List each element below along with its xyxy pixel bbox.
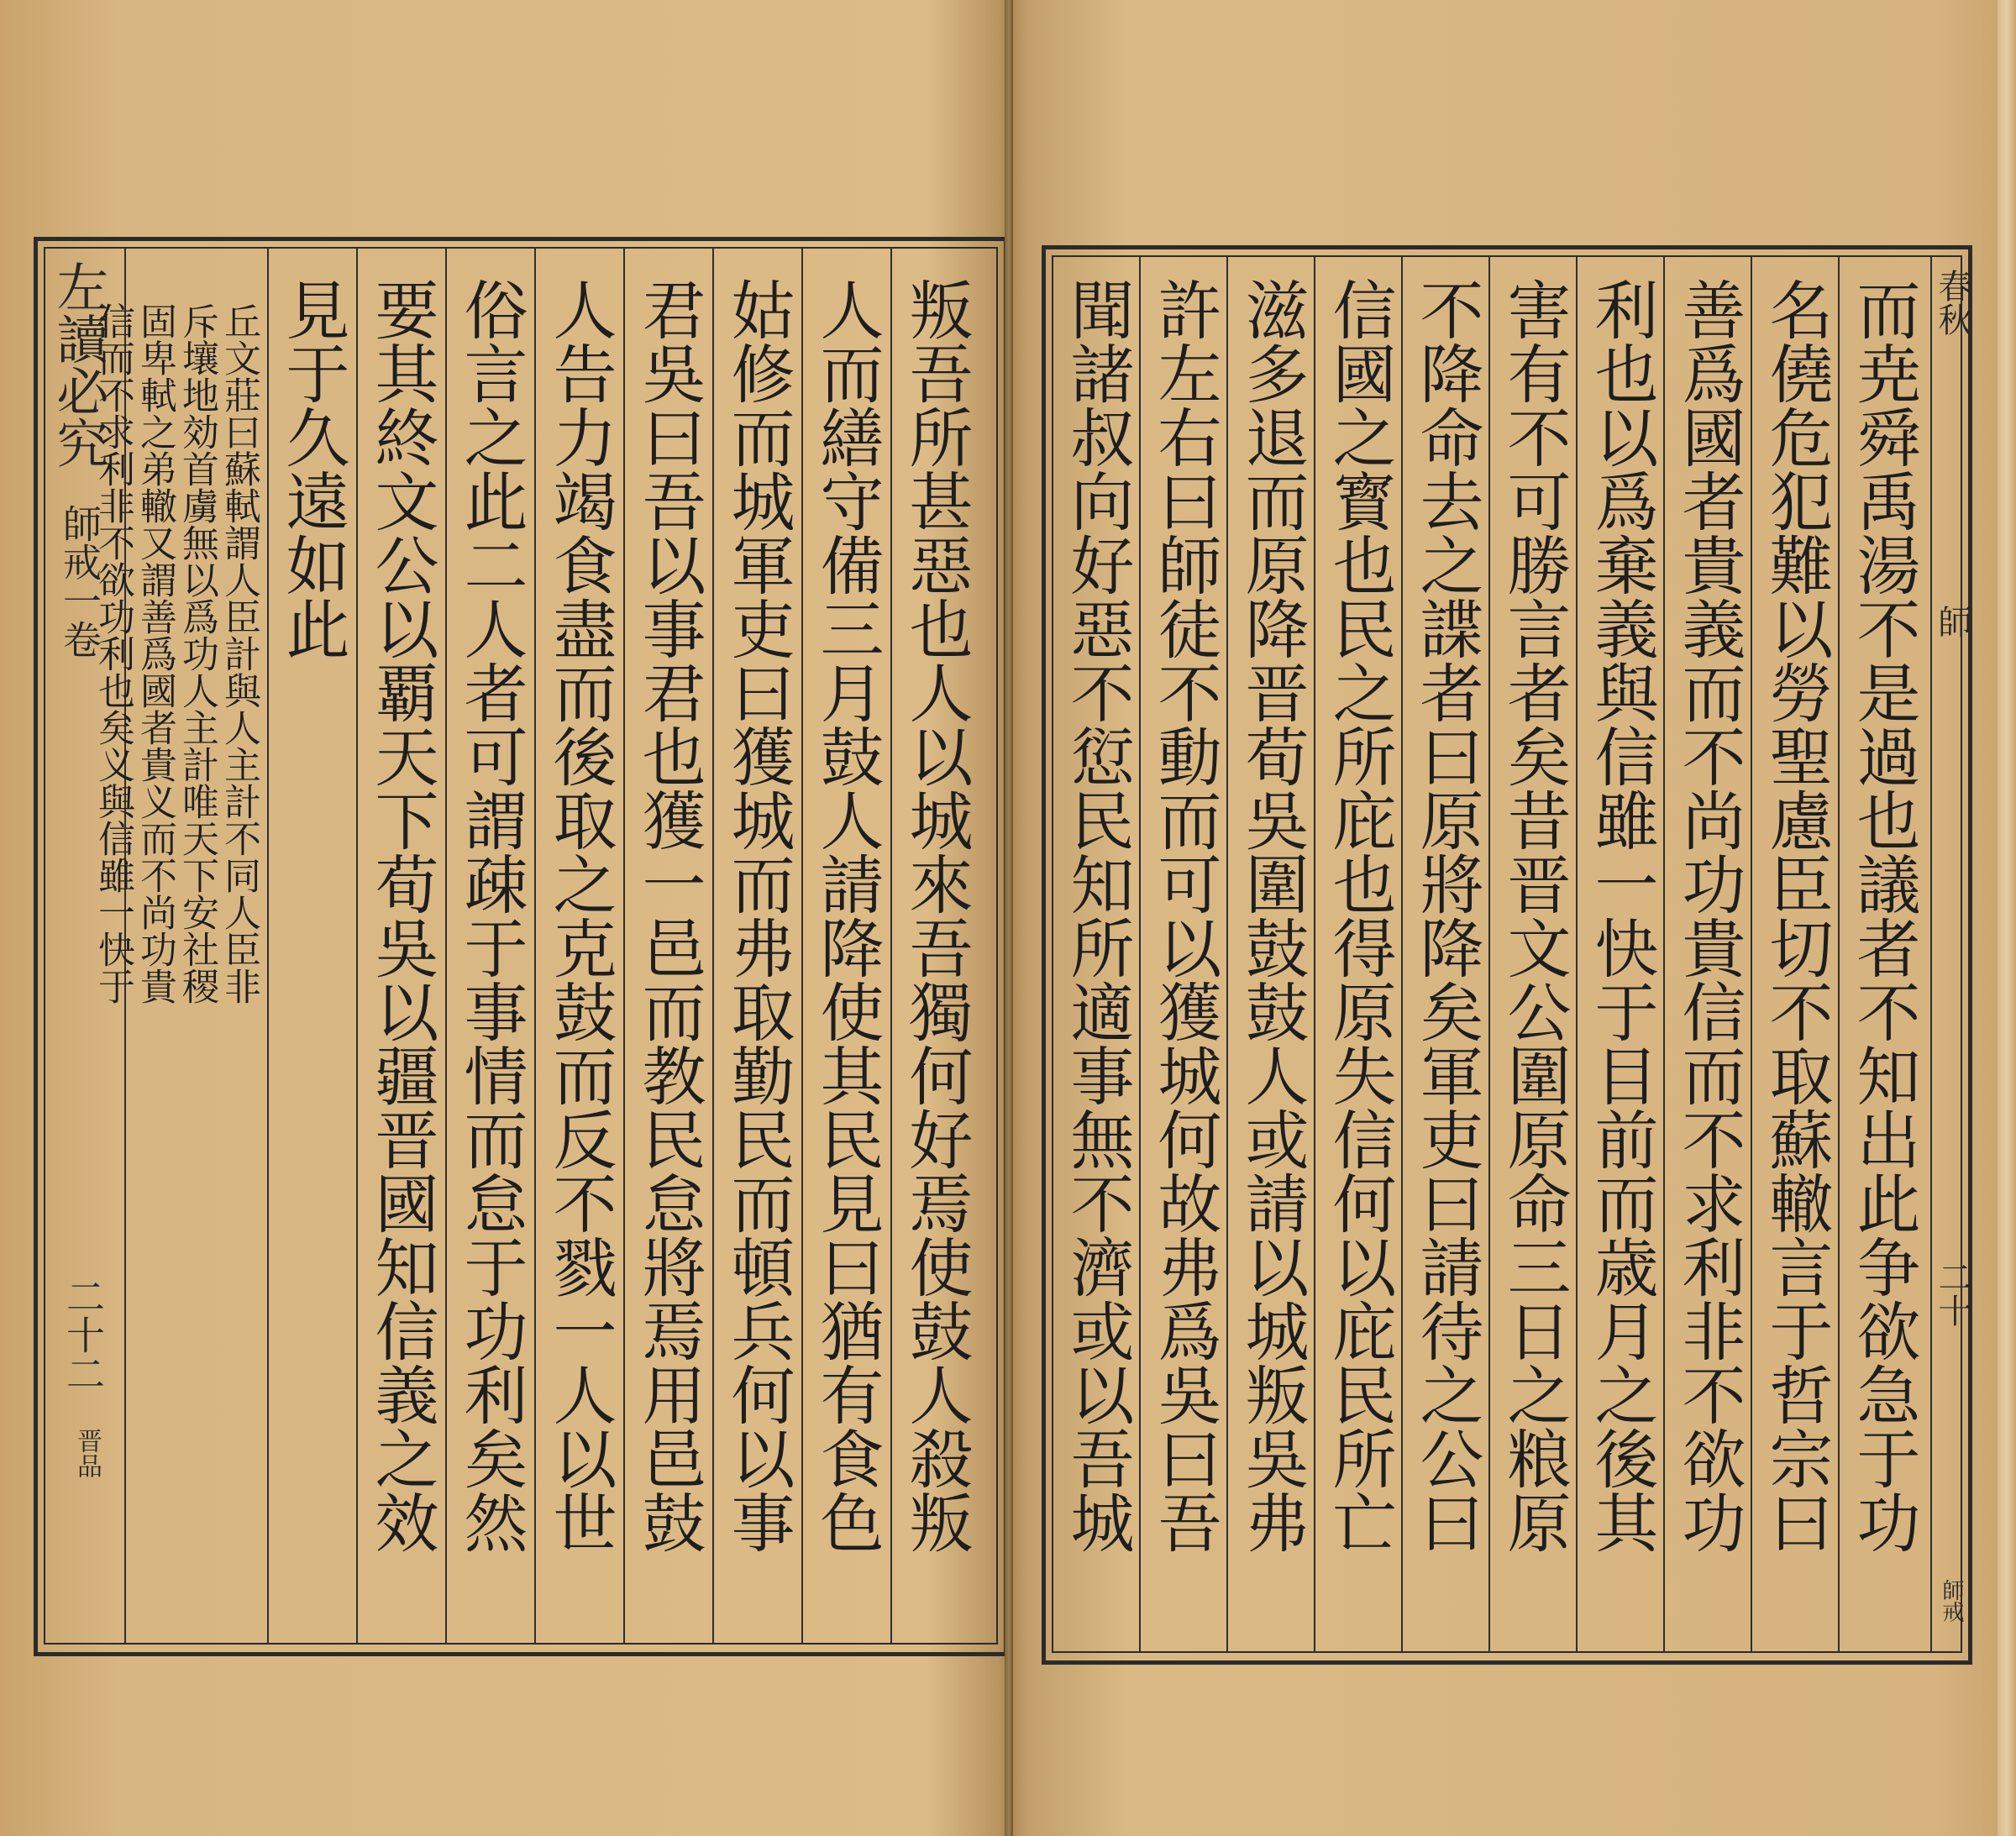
note-column: 信而不求利非不欲功利也矣义與信雖一快于 <box>92 302 134 1005</box>
right-fold-title: 春秋 <box>1933 269 1971 336</box>
text-column: 善爲國者貴義而不尚功貴信而不求利非不欲功 <box>1672 277 1746 1554</box>
right-fold-chapter: 師 <box>1933 605 1971 638</box>
text-column: 姑修而城軍吏曰獲城而弗取勤民而頓兵何以事 <box>721 277 795 1554</box>
column-rule <box>1576 257 1578 1651</box>
text-column: 叛吾所甚惡也人以城來吾獨何好焉使鼓人殺叛 <box>899 277 974 1554</box>
column-rule <box>801 249 803 1643</box>
right-page <box>1011 0 2016 1836</box>
text-column: 要其終文公以覇天下荀吳以疆晋國知信義之效 <box>365 277 439 1554</box>
left-fold-page: 二十二 <box>60 1277 106 1393</box>
text-column: 見于久遠如此 <box>276 277 350 660</box>
note-column: 固卑軾之弟轍又謂善爲國者貴义而不尚功貴 <box>134 302 176 1005</box>
page-edge <box>1998 0 2016 1836</box>
text-column: 信國之寳也民之所庇也得原失信何以庇民所亡 <box>1322 277 1397 1554</box>
text-column: 名僥危犯難以勞聖慮臣切不取蘇轍言于哲宗曰 <box>1759 277 1834 1554</box>
text-column: 滋多退而原降晋荀吳圍鼓鼓人或請以城叛吳弗 <box>1235 277 1310 1554</box>
column-rule <box>890 249 892 1643</box>
column-rule <box>712 249 714 1643</box>
left-fold-title: 左讀必究 <box>48 260 109 469</box>
column-rule <box>445 249 447 1643</box>
column-rule <box>267 249 269 1643</box>
text-column: 人而繕守備三月鼓人請降使其民見曰猶有食色 <box>810 277 885 1554</box>
column-rule <box>1838 257 1840 1651</box>
column-rule <box>1663 257 1665 1651</box>
right-fold-note: 師戒 <box>1939 1579 1964 1623</box>
left-fold-chapter: 師戒一卷 <box>57 504 102 658</box>
column-rule <box>1314 257 1315 1651</box>
text-column: 聞諸叔向好惡不愆民知所適事無不濟或以吾城 <box>1060 277 1135 1554</box>
column-rule <box>623 249 625 1643</box>
column-rule <box>1751 257 1752 1651</box>
column-rule <box>1226 257 1228 1651</box>
text-column: 俗言之此二人者可謂疎于事情而怠于功利矣然 <box>454 277 528 1554</box>
note-column: 丘文莊曰蘇軾謂人臣計與人主計不同人臣非 <box>218 302 260 1005</box>
column-rule <box>534 249 536 1643</box>
text-column: 而尭舜禹湯不是過也議者不知出此争欲急于功 <box>1846 277 1921 1554</box>
column-rule <box>356 249 358 1643</box>
text-column: 人告力竭食盡而後取之克鼓而反不戮一人以世 <box>543 277 617 1554</box>
left-page <box>0 0 1006 1836</box>
column-rule <box>1401 257 1403 1651</box>
text-column: 不降命去之諜者曰原將降矣軍吏曰請待之公曰 <box>1410 277 1484 1554</box>
left-fold-note: 晋品 <box>72 1428 102 1478</box>
note-column: 斥壤地効首虜無以爲功人主計唯天下安社稷 <box>176 302 218 1005</box>
right-fold-page: 二十 <box>1933 1260 1971 1327</box>
text-column: 許左右曰師徒不動而可以獲城何故弗爲吳曰吾 <box>1147 277 1222 1554</box>
column-rule <box>1139 257 1141 1651</box>
text-column: 利也以爲棄義與信雖一快于目前而歳月之後其 <box>1584 277 1659 1554</box>
fold-rule <box>1930 257 1932 1651</box>
text-column: 君吳曰吾以事君也獲一邑而教民怠將焉用邑鼓 <box>632 277 706 1554</box>
column-rule <box>1488 257 1490 1651</box>
text-column: 害有不可勝言者矣昔晋文公圍原命三日之粮原 <box>1497 277 1572 1554</box>
